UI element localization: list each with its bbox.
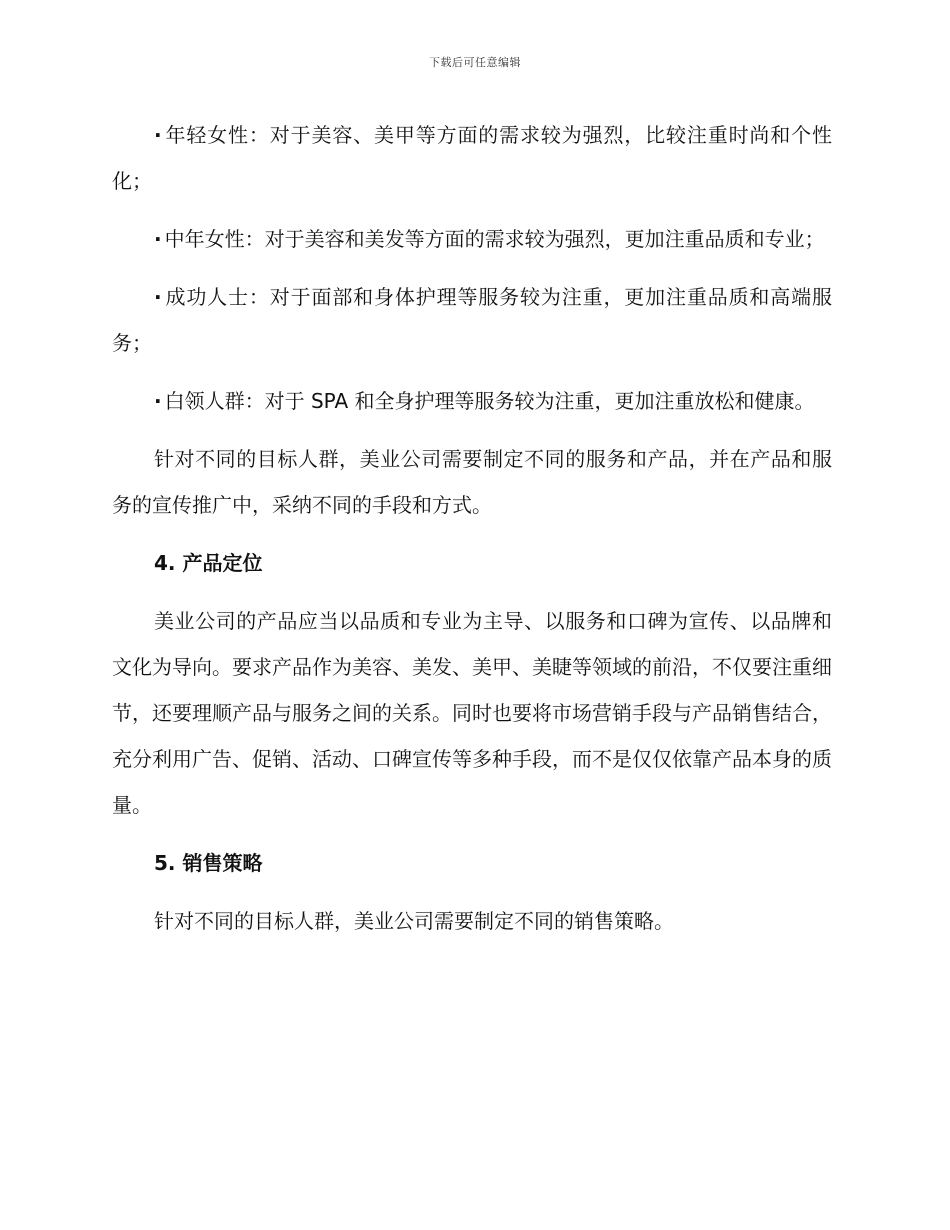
section-heading-sales-strategy: 5. 销售策略 [154,851,263,875]
section-heading-product-positioning: 4. 产品定位 [154,551,263,575]
bullet-text: 白领人群：对于 SPA 和全身护理等服务较为注重，更加注重放松和健康。 [164,389,815,413]
header-note: 下载后可任意编辑 [429,56,521,69]
bullet-mark: · [154,389,162,413]
paragraph-sales-strategy: 针对不同的目标人群，美业公司需要制定不同的销售策略。 [154,909,674,933]
bullet-text: 成功人士：对于面部和身体护理等服务较为注重，更加注重品质和高端服务； [112,285,832,355]
bullet-mark: · [154,123,162,147]
bullet-item-successful-people [112,274,832,366]
bullet-text: 中年女性：对于美容和美发等方面的需求较为强烈，更加注重品质和专业； [164,227,825,251]
bullet-mark: · [154,285,162,309]
paragraph-product-positioning: 美业公司的产品应当以品质和专业为主导、以服务和口碑为宣传、以品牌和文化为导向。要求产品作为美容、美发、美甲、美睫等领域的前沿，不仅要注重细节，还要理顺产品与服务之间的关系。同时也要将市场营销手段与产品销售结合，充分利用广告、促销、活动、口碑宣传等多种手段，而不是仅仅依靠产品本身的质量。 [112,609,832,817]
paragraph-target-audience: 针对不同的目标人群，美业公司需要制定不同的服务和产品，并在产品和服务的宣传推广中，采纳不同的手段和方式。 [112,447,832,517]
bullet-item-young-women [112,112,832,204]
bullet-item-middle-aged-women [112,216,832,262]
bullet-item-white-collar [112,378,832,424]
bullet-text: 年轻女性：对于美容、美甲等方面的需求较为强烈，比较注重时尚和个性化； [112,123,832,193]
document-body [112,112,832,956]
bullet-mark: · [154,227,162,251]
